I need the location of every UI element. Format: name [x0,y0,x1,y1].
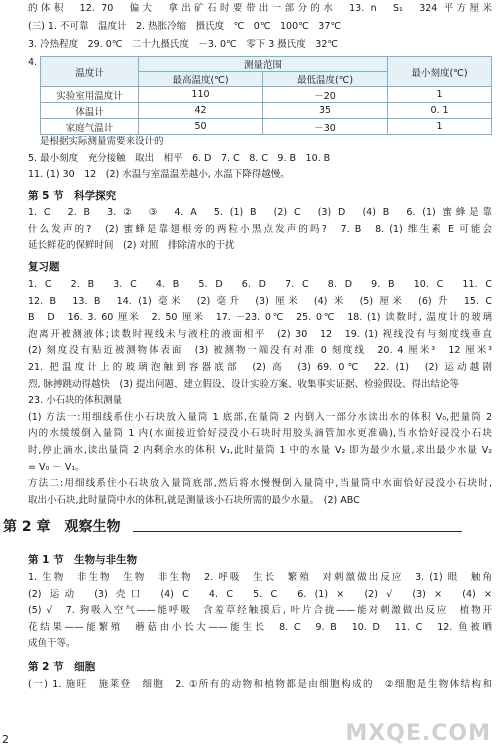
answer-line: 烈, 脉搏跳动得越快 (3) 提出问题、建立假设、设计实验方案、收集事实证据、检验假设、得出结论等 [28,378,460,390]
table-row [41,103,492,119]
answer-line: 内的水缓缓倒入量筒 1 内(水面接近恰好浸没小石块时用胶头滴管加水更准确),当水恰好浸没小石块 [28,428,492,440]
table-note: 是根据实际测量需要来设计的 [40,136,164,147]
table-cell: 0. 1 [388,103,492,119]
section-heading: 第 2 节 细胞 [28,661,96,673]
section-heading: 复习题 [28,261,60,273]
answer-line: 方法二:用细线系住小石块放入量筒底部,然后将水慢慢倒入量筒中,当量筒中水面恰好浸没小石块时, [28,478,492,490]
question-number: 4. [28,57,38,68]
answers-block-intro [28,0,492,54]
answer-line: (三) 1. 不可靠 温度计 2. 热胀冷缩 摄氏度 ℃ 0℃ 100℃ 37℃ [28,21,342,32]
table-cell: 42 [139,103,263,119]
answer-line: 23. 小石块的体积测量 [28,395,123,407]
header-range: 测量范围 [139,57,388,72]
table-cell: －20 [263,87,388,103]
header-max-temp: 最高温度(℃) [139,72,263,87]
table-cell: 50 [139,119,263,135]
table-cell: 1 [388,119,492,135]
answer-line: (1) 方法一:用细线系住小石块放入量筒 1 底部,在量筒 2 内倒入一部分水读出水的体积 V₀,把量筒 2 [28,411,492,423]
page-number: 2 [2,733,9,746]
section-heading: 第 5 节 科学探究 [28,190,117,202]
answer-line: 时,停止滴水,读出量筒 2 内剩余水的体积 V₁,此时量筒 1 中的水量 V₂ 即为最少水量,求出最少水量 V₂ [28,444,492,456]
header-min-scale: 最小刻度(℃) [388,57,492,87]
table-cell: 110 [139,87,263,103]
answer-line: 成鱼干等。 [28,638,76,650]
table-cell: 35 [263,103,388,119]
answer-line: 11. (1) 30 12 (2) 水温与室温温差越小, 水温下降得越慢。 [28,169,290,181]
table-row [41,119,492,135]
answer-line: 的体积 12. 70 偏大 拿出矿石时要带出一部分的水 13. n S₁ 324 平方厘米 [28,3,492,14]
answer-line: (2) 刻度没有贴近被测物体表面 (3) 被测物一端没有对准 0 刻度线 20. 4 厘米³ 12 厘米³ [28,345,492,357]
chapter-title: 第 2 章 观察生物 [3,519,121,535]
answer-line: (2) 运动 (3) 壳口 (4) C 4. C 5. C 6. (1) × (2) √ (3) × (4) × [28,588,492,600]
answer-line: 1. C 2. B 3. C 4. B 5. D 6. D 7. C 8. D 9. B 10. C 11. C [28,279,492,290]
table-cell: 1 [388,87,492,103]
answer-line: 1. 生物 非生物 生物 非生物 2. 呼吸 生长 繁殖 对刺激做出反应 3. (1) 眼 触角 [28,572,492,583]
answer-line: (5) √ 7. 狗吸入空气——能呼吸 含羞草经触摸后, 叶片合拢——能对刺激做出反应 植物开 [28,605,492,617]
answers-block-review [28,277,492,509]
table-cell: －30 [263,119,388,135]
answer-line: 1. C 2. B 3. ② ③ 4. A 5. (1) B (2) C (3) D (4) B 6. (1) 蜜蜂是靠 [28,207,492,218]
header-min-temp: 最低温度(℃) [263,72,388,87]
table-cell: 体温计 [41,103,139,119]
answers-block-ch2-section-1 [28,570,492,653]
answer-line: 3. 冷热程度 29. 0℃ 二十九摄氏度 －3. 0℃ 零下 3 摄氏度 32℃ [28,39,339,50]
answer-line: = V₀ － V₁。 [28,461,85,473]
chapter-rule [133,531,462,532]
table-row [41,87,492,103]
table-cell: 家庭气温计 [41,119,139,135]
answer-line: 5. 最小刻度 充分接触 取出 相平 6. D 7. C 8. C 9. B 10. B [28,152,331,164]
answer-line: 取出小石块,此时量筒中水的体积,就是测量该小石块所需的最少水量。 (2) ABC [28,494,360,506]
answer-line: 延长鲜花的保鲜时间 (2) 对照 排除清水的干扰 [28,240,235,252]
table-cell: 实验室用温度计 [41,87,139,103]
answers-block-section-5 [28,205,492,255]
answer-line: B D 16. 3. 60 厘米 2. 50 厘米 17. －23. 0℃ 25. 0℃ 18. (1) 读数时, 温度计的玻璃 [28,312,492,324]
answer-line: 花结果——能繁殖 蘑菇由小长大——能生长 8. C 9. B 10. D 11. C 12. 鱼被晒 [28,621,492,633]
answer-line: 什么发声的? (2) 蜜蜂是靠翅根旁的两粒小黑点发声的吗? 7. B 8. (1) 维生素 E 可能会 [28,223,492,235]
answer-line: 12. B 13. B 14. (1) 毫米 (2) 毫升 (3) 厘米 (4) 米 (5) 厘米 (6) 升 15. C [28,295,492,307]
watermark-logo: MXQE.COM [345,721,491,746]
answer-line: (一) 1. 施旺 施莱登 细胞 2. ①所有的动物和植物都是由细胞构成的 ②细胞是生物体结构和 [28,679,492,690]
header-thermometer: 温度计 [41,57,139,87]
answer-line: 泡离开被测液体;读数时视线未与液柱的液面相平 (2) 30 12 19. (1) 视线没有与刻度线垂直 [28,328,492,340]
answers-block-ch2-section-2 [28,677,492,694]
answer-line: 21. 把温度计上的玻璃泡触到容器底部 (2) 高 (3) 69. 0℃ 22. (1) (2) 运动越剧 [28,361,492,373]
answers-block-after-table [28,134,492,184]
thermometer-table [40,56,492,135]
section-heading: 第 1 节 生物与非生物 [28,554,138,566]
